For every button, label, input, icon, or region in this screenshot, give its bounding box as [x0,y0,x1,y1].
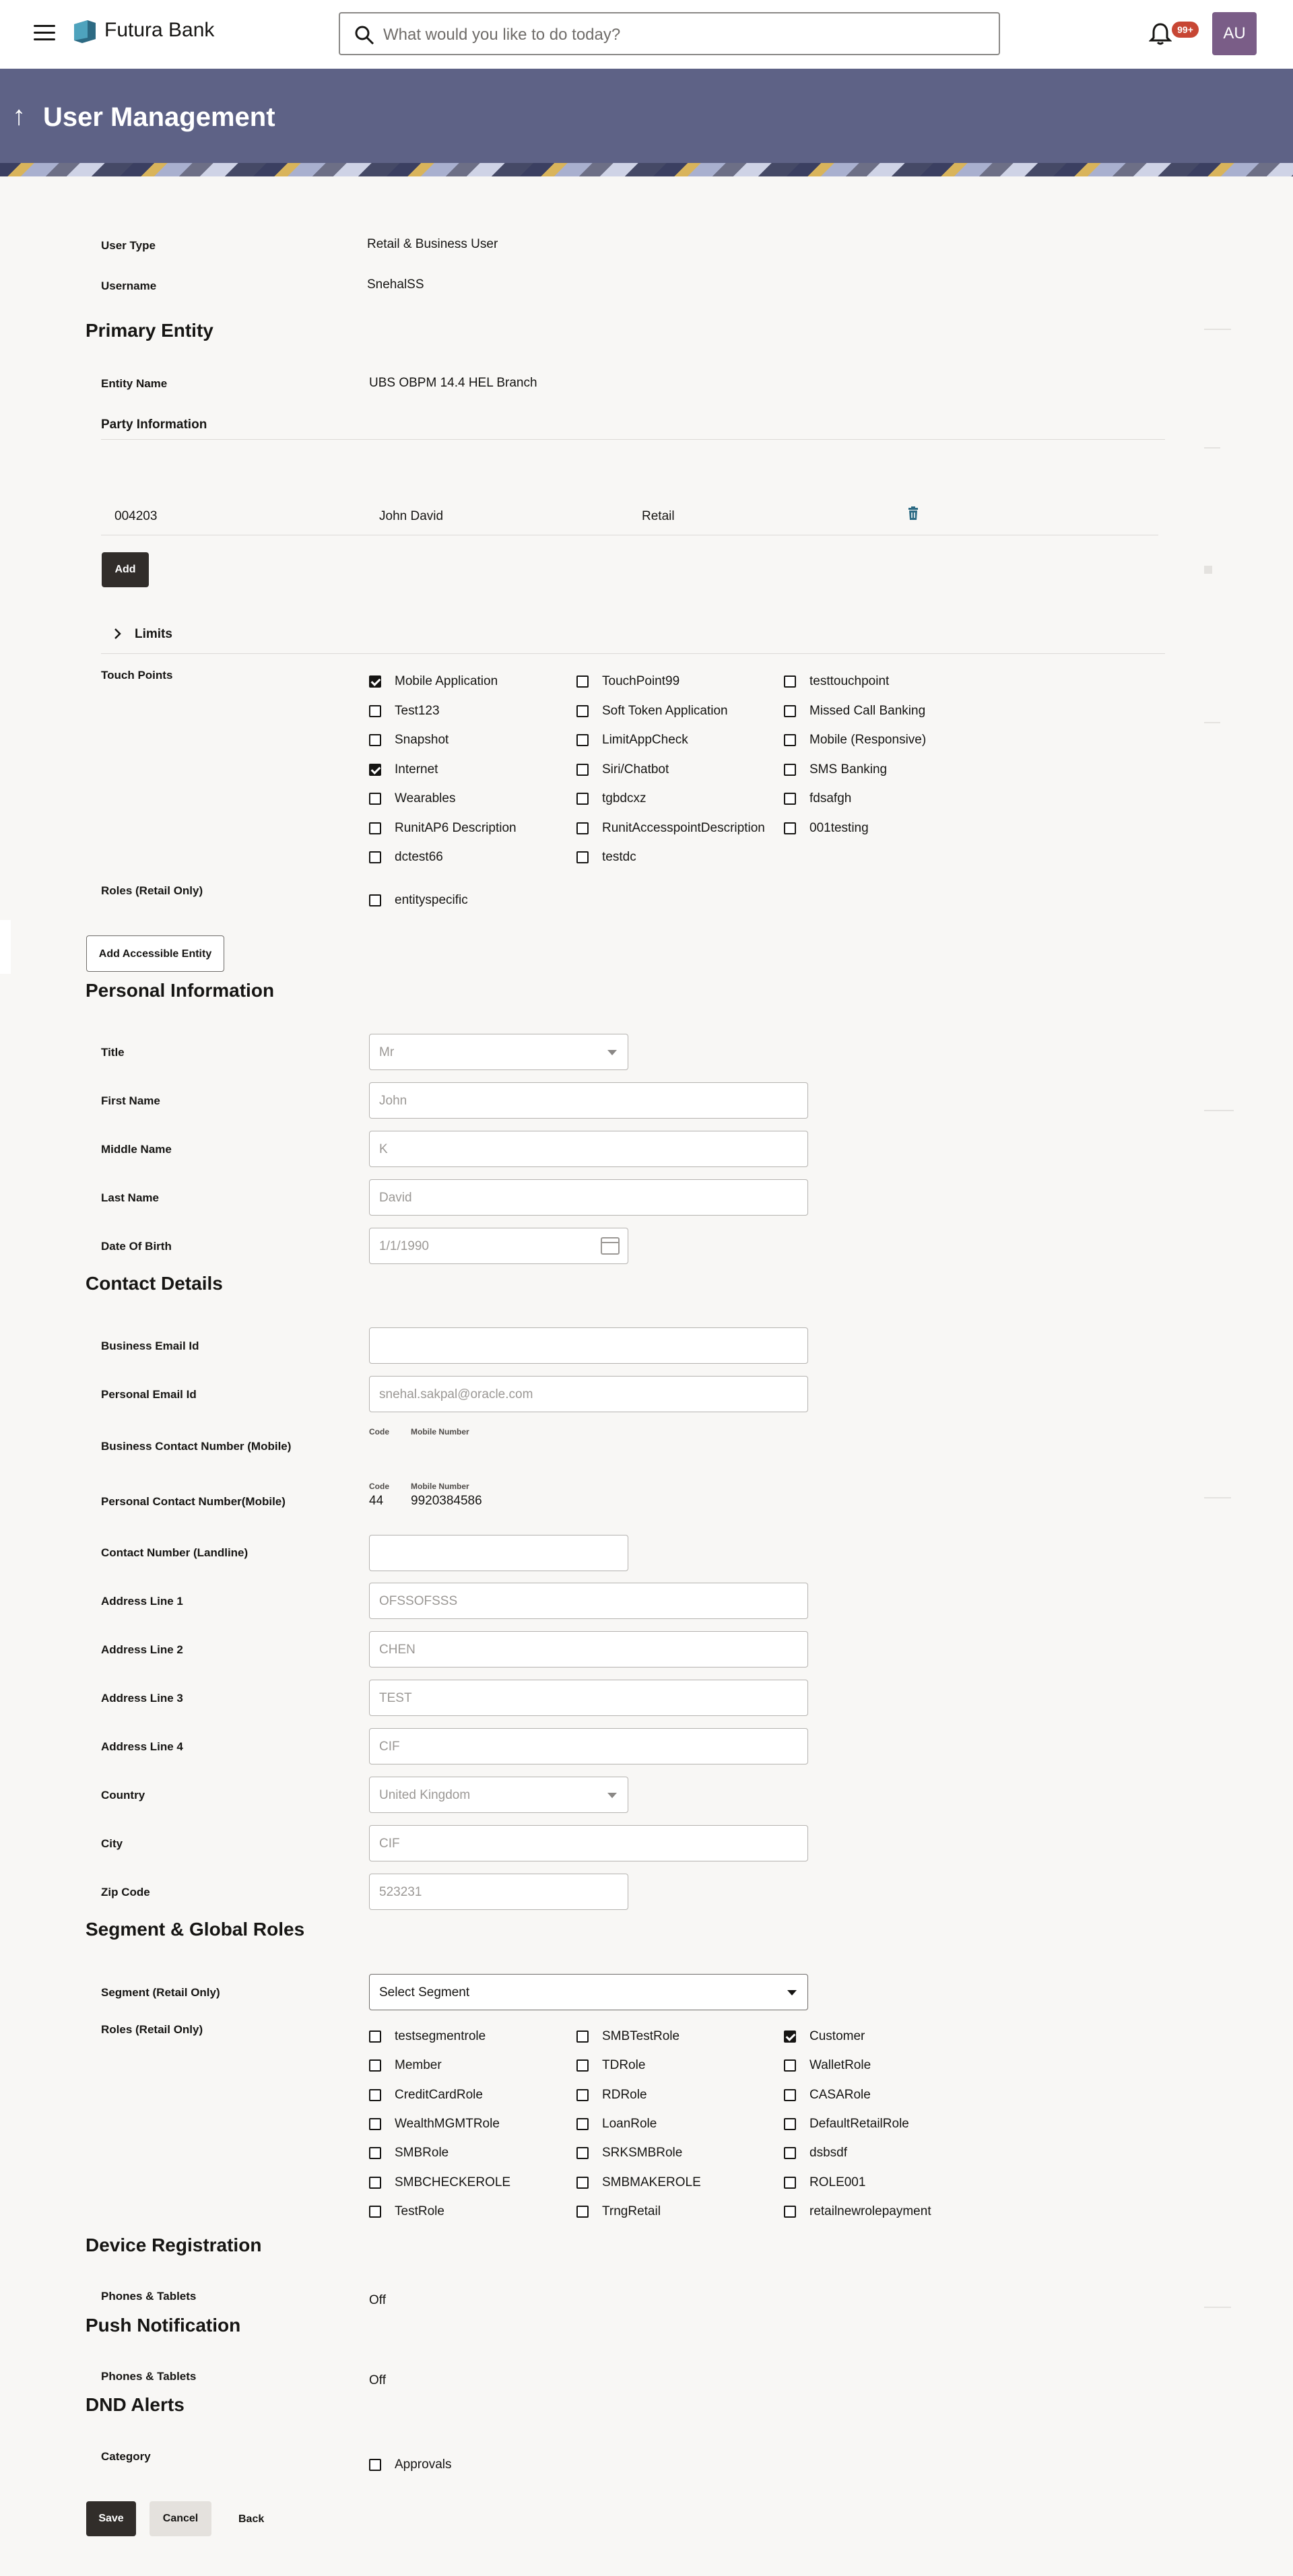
touch-point-label: SMS Banking [809,762,888,777]
page-title: User Management [43,102,275,132]
title-select[interactable] [369,1034,628,1070]
touch-point-label: 001testing [809,820,869,835]
address-line-2-field[interactable] [369,1631,808,1667]
segment-role-label: TDRole [602,2058,646,2073]
address-line-4-field[interactable] [369,1728,808,1764]
touch-point-label: TouchPoint99 [602,674,680,688]
top-bar [0,0,1293,69]
touch-point-checkbox[interactable] [784,764,796,776]
scroll-marker [1204,2307,1231,2308]
personal-information-heading: Personal Information [86,980,275,1001]
city-field[interactable] [369,1825,808,1861]
limits-toggle[interactable]: Limits [135,627,172,641]
up-arrow-icon[interactable]: ↑ [12,101,26,131]
segment-role-checkbox[interactable] [369,2206,381,2218]
last-name-label: Last Name [101,1191,159,1204]
party-name: John David [379,509,444,523]
touch-point-label: RunitAP6 Description [395,820,517,835]
dob-label: Date Of Birth [101,1240,172,1253]
segment-role-label: LoanRole [602,2116,657,2131]
segment-role-label: RDRole [602,2087,647,2102]
address-line-1-label: Address Line 1 [101,1595,183,1608]
party-type: Retail [642,509,675,523]
caret-down-icon [607,1793,617,1798]
business-code-label: Code [369,1427,389,1436]
entity-name-label: Entity Name [101,377,168,390]
touch-point-checkbox[interactable] [784,705,796,717]
segment-role-label: SMBTestRole [602,2029,680,2043]
touch-point-checkbox[interactable] [576,705,589,717]
touch-point-label: Soft Token Application [602,703,728,718]
add-accessible-entity-button[interactable]: Add Accessible Entity [86,935,224,972]
push-notification-heading: Push Notification [86,2315,241,2336]
back-button[interactable]: Back [238,2513,265,2525]
device-phones-label: Phones & Tablets [101,2290,197,2303]
segment-role-label: SRKSMBRole [602,2146,683,2160]
touch-point-label: Mobile Application [395,674,498,688]
business-email-field[interactable] [369,1327,808,1364]
touch-point-checkbox[interactable] [576,675,589,688]
scroll-marker [1204,329,1231,330]
username-value: SnehalSS [367,277,424,292]
segment-role-label: retailnewrolepayment [809,2204,931,2218]
device-registration-heading: Device Registration [86,2235,262,2255]
touch-point-checkbox[interactable] [784,675,796,688]
segment-role-label: WalletRole [809,2058,871,2073]
user-avatar[interactable]: AU [1212,12,1257,55]
segment-label: Segment (Retail Only) [101,1986,220,1999]
entity-role-label: entityspecific [395,893,468,907]
touch-points-label: Touch Points [101,669,173,682]
segment-role-label: Member [395,2058,442,2073]
landline-label: Contact Number (Landline) [101,1546,248,1559]
search-placeholder: What would you like to do today? [383,26,621,44]
first-name-field[interactable] [369,1082,808,1119]
segment-role-checkbox[interactable] [576,2147,589,2159]
personal-mobile-label: Personal Contact Number(Mobile) [101,1495,286,1508]
segment-placeholder: Select Segment [379,1985,470,2000]
cancel-button[interactable]: Cancel [150,2501,211,2536]
device-phones-value: Off [369,2293,386,2307]
touch-point-label: LimitAppCheck [602,733,688,747]
personal-email-value: snehal.sakpal@oracle.com [379,1387,533,1401]
segment-role-label: CreditCardRole [395,2087,483,2102]
scroll-marker [1204,447,1220,449]
address-line-1-value: OFSSOFSSS [379,1594,458,1608]
divider [101,439,1165,440]
page-banner [0,69,1293,176]
segment-role-checkbox[interactable] [576,2089,589,2101]
touch-point-label: Wearables [395,791,456,805]
touch-point-label: testtouchpoint [809,674,890,688]
dnd-category-label: Category [101,2450,151,2463]
add-party-button[interactable]: Add [102,552,149,587]
save-button[interactable]: Save [86,2501,136,2536]
party-id: 004203 [114,509,158,523]
segment-role-checkbox[interactable] [784,2118,796,2130]
segment-role-checkbox[interactable] [576,2059,589,2072]
last-name-value: David [379,1191,412,1205]
touch-point-checkbox[interactable] [784,734,796,746]
touch-point-checkbox[interactable] [369,822,381,834]
segment-role-checkbox[interactable] [784,2177,796,2189]
dnd-category-label: Approvals [395,2457,452,2472]
middle-name-value: K [379,1142,388,1156]
segment-role-checkbox[interactable] [369,2147,381,2159]
middle-name-field[interactable] [369,1131,808,1167]
touch-point-checkbox[interactable] [576,793,589,805]
segment-role-checkbox[interactable] [784,2147,796,2159]
segment-role-label: Customer [809,2029,865,2043]
touch-point-label: Missed Call Banking [809,703,926,718]
divider [101,653,1165,654]
touch-point-checkbox[interactable] [576,734,589,746]
caret-down-icon [787,1990,797,1995]
scroll-marker [1204,1110,1234,1111]
country-select[interactable] [369,1777,628,1813]
dnd-category-checkbox[interactable] [369,2459,381,2471]
segment-role-label: TestRole [395,2204,444,2218]
push-phones-label: Phones & Tablets [101,2370,197,2383]
entity-role-checkbox[interactable] [369,894,381,906]
touch-point-label: Test123 [395,703,440,718]
scroll-marker [1204,566,1212,574]
segment-role-label: SMBCHECKEROLE [395,2175,511,2189]
personal-mobile-number-label: Mobile Number [411,1482,469,1491]
touch-point-label: RunitAccesspointDescription [602,820,765,835]
touch-point-checkbox[interactable] [784,822,796,834]
caret-down-icon [607,1050,617,1055]
dob-field[interactable] [369,1228,628,1264]
notification-bell-icon[interactable] [1149,22,1172,46]
dnd-alerts-heading: DND Alerts [86,2394,185,2415]
segment-global-roles-heading: Segment & Global Roles [86,1919,305,1940]
business-email-label: Business Email Id [101,1340,199,1352]
zip-code-value: 523231 [379,1885,422,1899]
brand-name: Futura Bank [104,19,215,41]
address-line-3-label: Address Line 3 [101,1692,183,1705]
notification-count-badge: 99+ [1172,22,1199,38]
address-line-3-field[interactable] [369,1680,808,1716]
user-type-label: User Type [101,239,156,252]
address-line-2-value: CHEN [379,1643,416,1657]
zip-code-field[interactable] [369,1874,628,1910]
segment-roles-label: Roles (Retail Only) [101,2023,203,2036]
city-value: CIF [379,1837,400,1851]
segment-role-checkbox[interactable] [576,2030,589,2043]
segment-role-checkbox[interactable] [369,2118,381,2130]
segment-role-label: DefaultRetailRole [809,2116,909,2131]
business-mobile-number-label: Mobile Number [411,1427,469,1436]
segment-role-checkbox[interactable] [784,2206,796,2218]
touch-point-checkbox[interactable] [369,705,381,717]
segment-role-checkbox[interactable] [784,2089,796,2101]
personal-code-value: 44 [369,1494,384,1508]
segment-role-checkbox[interactable] [576,2177,589,2189]
address-line-4-value: CIF [379,1740,400,1754]
bank-logo-icon [73,20,97,43]
segment-role-label: WealthMGMTRole [395,2116,500,2131]
primary-entity-heading: Primary Entity [86,320,213,341]
username-label: Username [101,279,157,292]
touch-point-label: Siri/Chatbot [602,762,669,777]
segment-role-label: ROLE001 [809,2175,866,2189]
segment-role-checkbox[interactable] [576,2206,589,2218]
touch-point-label: tgbdcxz [602,791,646,805]
user-type-value: Retail & Business User [367,237,498,251]
first-name-label: First Name [101,1094,160,1107]
touch-point-label: Snapshot [395,733,449,747]
zip-code-label: Zip Code [101,1886,150,1898]
landline-field[interactable] [369,1535,628,1571]
touch-point-label: dctest66 [395,850,443,864]
chevron-right-icon[interactable] [113,628,121,640]
segment-select[interactable] [369,1974,808,2010]
scroll-marker [1204,1497,1231,1498]
address-line-4-label: Address Line 4 [101,1740,183,1753]
touch-point-label: Mobile (Responsive) [809,733,927,747]
address-line-1-field[interactable] [369,1583,808,1619]
address-line-3-value: TEST [379,1691,412,1705]
first-name-value: John [379,1094,407,1108]
touch-point-checkbox[interactable] [369,734,381,746]
banner-pattern [0,163,1293,176]
hamburger-menu-icon[interactable] [34,25,55,41]
segment-role-checkbox[interactable] [369,2177,381,2189]
segment-role-label: TrngRetail [602,2204,661,2218]
country-label: Country [101,1789,145,1802]
personal-code-label: Code [369,1482,389,1491]
segment-role-checkbox[interactable] [784,2059,796,2072]
dob-value: 1/1/1990 [379,1239,429,1253]
personal-mobile-value: 9920384586 [411,1494,482,1508]
segment-role-checkbox[interactable] [576,2118,589,2130]
calendar-icon[interactable] [601,1237,620,1255]
segment-role-label: SMBMAKEROLE [602,2175,701,2189]
scroll-marker [1204,722,1220,723]
country-value: United Kingdom [379,1788,471,1802]
touch-point-label: testdc [602,850,636,864]
touch-point-checkbox[interactable] [576,764,589,776]
touch-point-checkbox[interactable] [369,793,381,805]
touch-point-checkbox[interactable] [369,851,381,863]
touch-point-label: Internet [395,762,438,777]
touch-point-label: fdsafgh [809,791,852,805]
segment-role-label: dsbsdf [809,2146,847,2160]
contact-details-heading: Contact Details [86,1273,223,1294]
touch-point-checkbox[interactable] [784,793,796,805]
entity-name-value: UBS OBPM 14.4 HEL Branch [369,376,537,390]
personal-email-field[interactable] [369,1376,808,1412]
address-line-2-label: Address Line 2 [101,1643,183,1656]
touch-point-checkbox[interactable] [369,764,381,776]
segment-role-label: SMBRole [395,2146,449,2160]
push-phones-value: Off [369,2373,386,2387]
title-label: Title [101,1046,125,1059]
search-input[interactable] [339,12,1000,55]
last-name-field[interactable] [369,1179,808,1216]
segment-role-checkbox[interactable] [784,2030,796,2043]
search-icon [354,24,375,46]
segment-role-checkbox[interactable] [369,2030,381,2043]
title-value: Mr [379,1045,395,1059]
touch-point-checkbox[interactable] [576,822,589,834]
touch-point-checkbox[interactable] [369,675,381,688]
city-label: City [101,1837,123,1850]
personal-email-label: Personal Email Id [101,1388,197,1401]
segment-role-label: CASARole [809,2087,871,2102]
delete-icon[interactable] [908,506,919,520]
segment-role-label: testsegmentrole [395,2029,486,2043]
entity-roles-label: Roles (Retail Only) [101,884,203,897]
segment-role-checkbox[interactable] [369,2089,381,2101]
business-mobile-label: Business Contact Number (Mobile) [101,1440,292,1453]
segment-role-checkbox[interactable] [369,2059,381,2072]
middle-name-label: Middle Name [101,1143,172,1156]
side-edge-panel [0,920,11,974]
touch-point-checkbox[interactable] [576,851,589,863]
party-information-heading: Party Information [101,418,207,432]
